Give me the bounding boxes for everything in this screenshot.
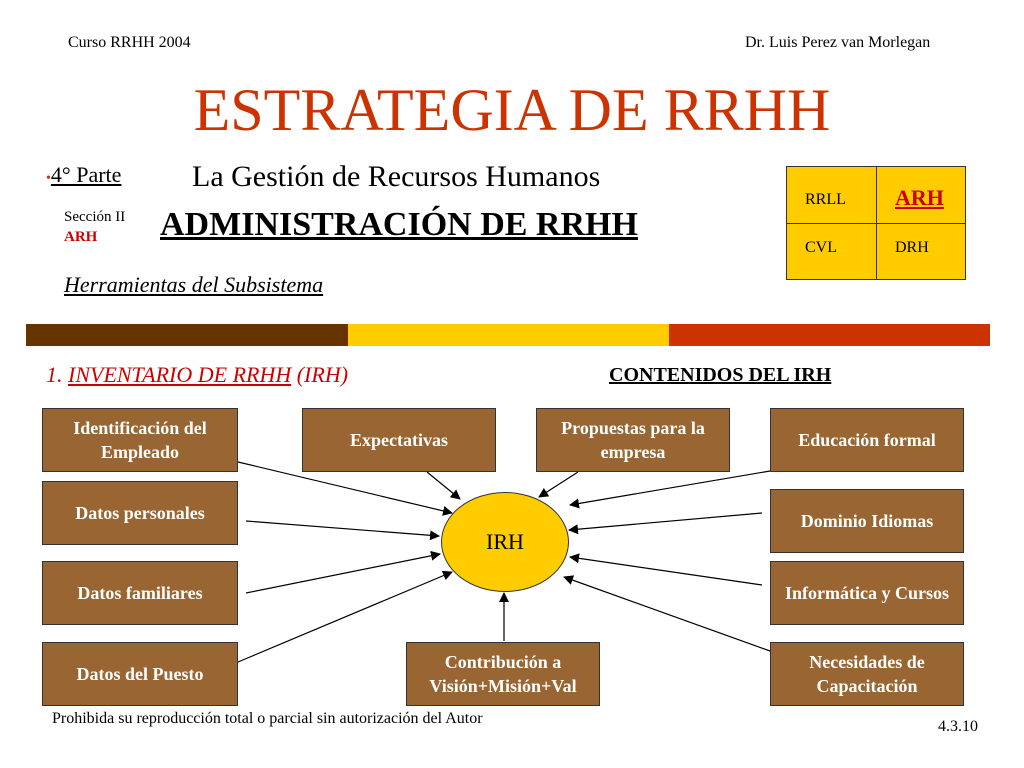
box-necesidades: Necesidades de Capacitación (770, 642, 964, 706)
arrow-datos-familiares (246, 554, 440, 593)
box-datos-familiares: Datos familiares (42, 561, 238, 625)
box-propuestas: Propuestas para la empresa (536, 408, 730, 472)
arrow-idiomas (569, 513, 762, 530)
irh-node: IRH (441, 492, 569, 592)
box-contribucion: Contribución a Visión+Misión+Val (406, 642, 600, 706)
arrow-datos-personales (246, 521, 439, 536)
page-number: 4.3.10 (938, 718, 978, 735)
part-text: 4° Parte (50, 162, 122, 187)
slide-title: ESTRATEGIA DE RRHH (193, 77, 831, 143)
section-name: ARH (64, 229, 98, 245)
arrow-educacion (570, 471, 770, 505)
bullet-icon: • (46, 171, 51, 186)
arrow-necesidades (564, 577, 770, 651)
subtitle: La Gestión de Recursos Humanos (192, 160, 601, 193)
heading: ADMINISTRACIÓN DE RRHH (160, 206, 638, 243)
box-idiomas: Dominio Idiomas (770, 489, 964, 553)
box-identificacion: Identificación del Empleado (42, 408, 238, 472)
box-datos-puesto: Datos del Puesto (42, 642, 238, 706)
grid-cell-cvl: CVL (805, 239, 837, 256)
box-expectativas: Expectativas (302, 408, 496, 472)
tools-subheading: Herramientas del Subsistema (64, 272, 324, 297)
contents-title: CONTENIDOS DEL IRH (609, 364, 832, 386)
box-educacion: Educación formal (770, 408, 964, 472)
grid-cell-rrll: RRLL (805, 191, 846, 208)
author-label: Dr. Luis Perez van Morlegan (745, 34, 931, 51)
box-datos-personales: Datos personales (42, 481, 238, 545)
section-number: Sección II (64, 209, 126, 225)
inventory-number: 1. (46, 362, 68, 387)
arrow-informatica (570, 557, 762, 585)
inventory-name: INVENTARIO DE RRHH (68, 362, 292, 387)
arrow-propuestas (539, 472, 578, 497)
box-informatica: Informática y Cursos (770, 561, 964, 625)
copyright-notice: Prohibida su reproducción total o parcial sin autorización del Autor (52, 710, 483, 727)
arrow-expectativas (427, 472, 460, 499)
grid-cell-drh: DRH (895, 239, 929, 256)
course-label: Curso RRHH 2004 (68, 34, 191, 51)
inventory-abbrev: (IRH) (291, 362, 349, 387)
grid-cell-arh: ARH (895, 185, 944, 210)
